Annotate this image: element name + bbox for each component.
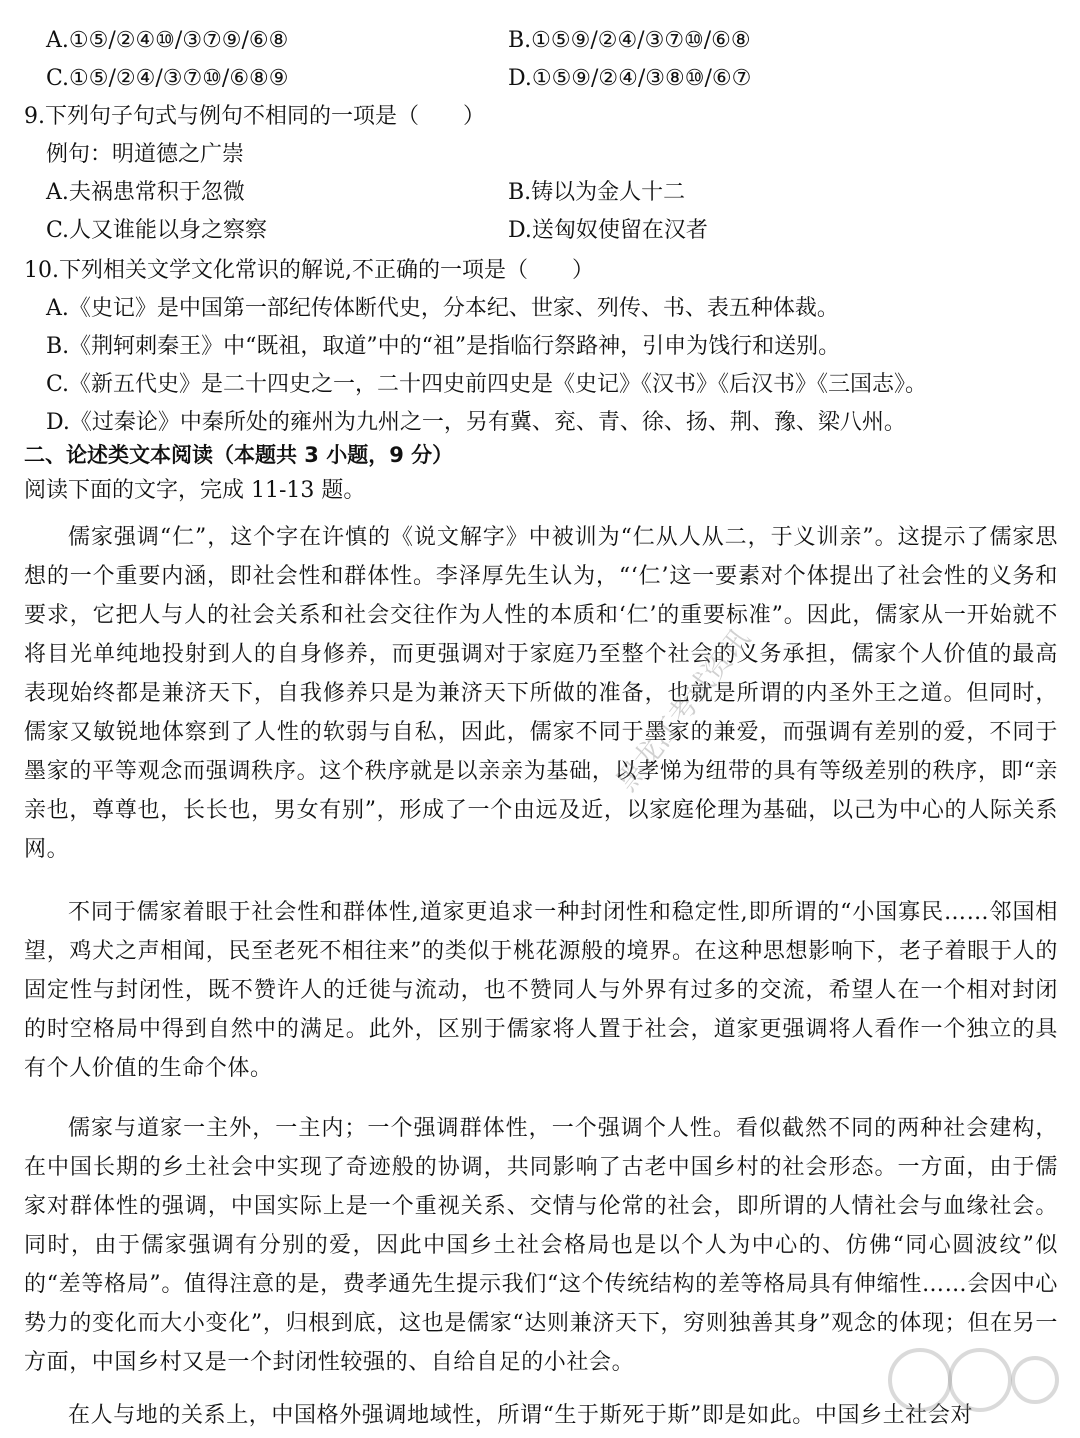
passage-paragraph-4: 在人与地的关系上，中国格外强调地域性，所谓“生于斯死于斯”即是如此。中国乡土社会对 (68, 1403, 974, 1428)
answer-circle-stamp (880, 1340, 1060, 1420)
q10-option-a[interactable]: A.《史记》是中国第一部纪传体断代史，分本纪、世家、列传、书、表五种体裁。 (46, 296, 839, 321)
q9-stem: 9.下列句子句式与例句不相同的一项是（ ） (24, 104, 485, 129)
q10-option-c[interactable]: C.《新五代史》是二十四史之一，二十四史前四史是《史记》《汉书》《后汉书》《三国志》。 (46, 372, 928, 397)
q9-example: 例句：明道德之广崇 (46, 142, 245, 167)
q10-stem: 10.下列相关文学文化常识的解说,不正确的一项是（ ） (24, 258, 594, 283)
q8-options-row-1 (46, 26, 1046, 60)
q9-option-a[interactable]: A.夫祸患常积于忽微 (46, 180, 245, 205)
q8-option-d[interactable]: D.①⑤⑨/②④/③⑧⑩/⑥⑦ (508, 66, 752, 91)
q8-option-a[interactable]: A.①⑤/②④⑩/③⑦⑨/⑥⑧ (46, 28, 289, 53)
passage-paragraph-2: 不同于儒家着眼于社会性和群体性,道家更追求一种封闭性和稳定性,即所谓的“小国寡民……邻国相望，鸡犬之声相闻，民至老死不相往来”的类似于桃花源般的境界。在这种思想影响下，老子着眼于人的固定性与封闭性，既不赞许人的迁徙与流动，也不赞同人与外界有过多的交流，希望人在一个相对封闭的时空格局中得到自然中的满足。此外，区别于儒家将人置于社会，道家更强调将人看作一个独立的具有个人价值的生命个体。 (24, 900, 1058, 1081)
stamp-logo-icon (880, 1340, 1060, 1420)
passage-paragraph-3: 儒家与道家一主外，一主内；一个强调群体性，一个强调个人性。看似截然不同的两种社会建构，在中国长期的乡土社会中实现了奇迹般的协调，共同影响了古老中国乡村的社会形态。一方面，由于儒家对群体性的强调，中国实际上是一个重视关系、交情与伦常的社会，即所谓的人情社会与血缘社会。同时，由于儒家强调有分别的爱，因此中国乡土社会格局也是以个人为中心的、仿佛“同心圆波纹”似的“差等格局”。值得注意的是，费孝通先生提示我们“这个传统结构的差等格局具有伸缩性……会因中心势力的变化而大小变化”，归根到底，这也是儒家“达则兼济天下，穷则独善其身”观念的体现；但在另一方面，中国乡村又是一个封闭性较强的、自给自足的小社会。 (24, 1116, 1058, 1375)
section-2-instruction: 阅读下面的文字，完成 11-13 题。 (24, 478, 366, 503)
q9-option-b[interactable]: B.铸以为金人十二 (508, 180, 686, 205)
q9-option-c[interactable]: C.人又谁能以身之察察 (46, 218, 268, 243)
q8-option-c[interactable]: C.①⑤/②④/③⑦⑩/⑥⑧⑨ (46, 66, 289, 91)
q9-option-d[interactable]: D.送匈奴使留在汉者 (508, 218, 708, 243)
watermark: 黑龙江考试资讯 (609, 622, 757, 798)
q9-options-row-1 (46, 178, 1046, 212)
q10-option-d[interactable]: D.《过秦论》中秦所处的雍州为九州之一，另有冀、兖、青、徐、扬、荆、豫、梁八州。 (46, 410, 906, 435)
q9-options-row-2 (46, 216, 1046, 250)
passage-paragraph-1: 儒家强调“仁”，这个字在许慎的《说文解字》中被训为“仁从人从二，于义训亲”。这提示了儒家思想的一个重要内涵，即社会性和群体性。李泽厚先生认为，“‘仁’这一要素对个体提出了社会性的义务和要求，它把人与人的社会关系和社会交往作为人性的本质和‘仁’的重要标准”。因此，儒家从一开始就不将目光单纯地投射到人的自身修养，而更强调对于家庭乃至整个社会的义务承担，儒家个人价值的最高表现始终都是兼济天下，自我修养只是为兼济天下所做的准备，也就是所谓的内圣外王之道。但同时，儒家又敏锐地体察到了人性的软弱与自私，因此，儒家不同于墨家的兼爱，而强调有差别的爱，不同于墨家的平等观念而强调秩序。这个秩序就是以亲亲为基础，以孝悌为纽带的具有等级差别的秩序，即“亲亲也，尊尊也，长长也，男女有别”，形成了一个由远及近，以家庭伦理为基础，以己为中心的人际关系网。 (24, 525, 1058, 862)
q8-option-b[interactable]: B.①⑤⑨/②④/③⑦⑩/⑥⑧ (508, 28, 751, 53)
q8-options-row-2 (46, 64, 1046, 98)
q10-option-b[interactable]: B.《荆轲刺秦王》中“既祖，取道”中的“祖”是指临行祭路神，引申为饯行和送别。 (46, 334, 841, 359)
section-2-title: 二、论述类文本阅读（本题共 3 小题，9 分） (24, 443, 454, 467)
